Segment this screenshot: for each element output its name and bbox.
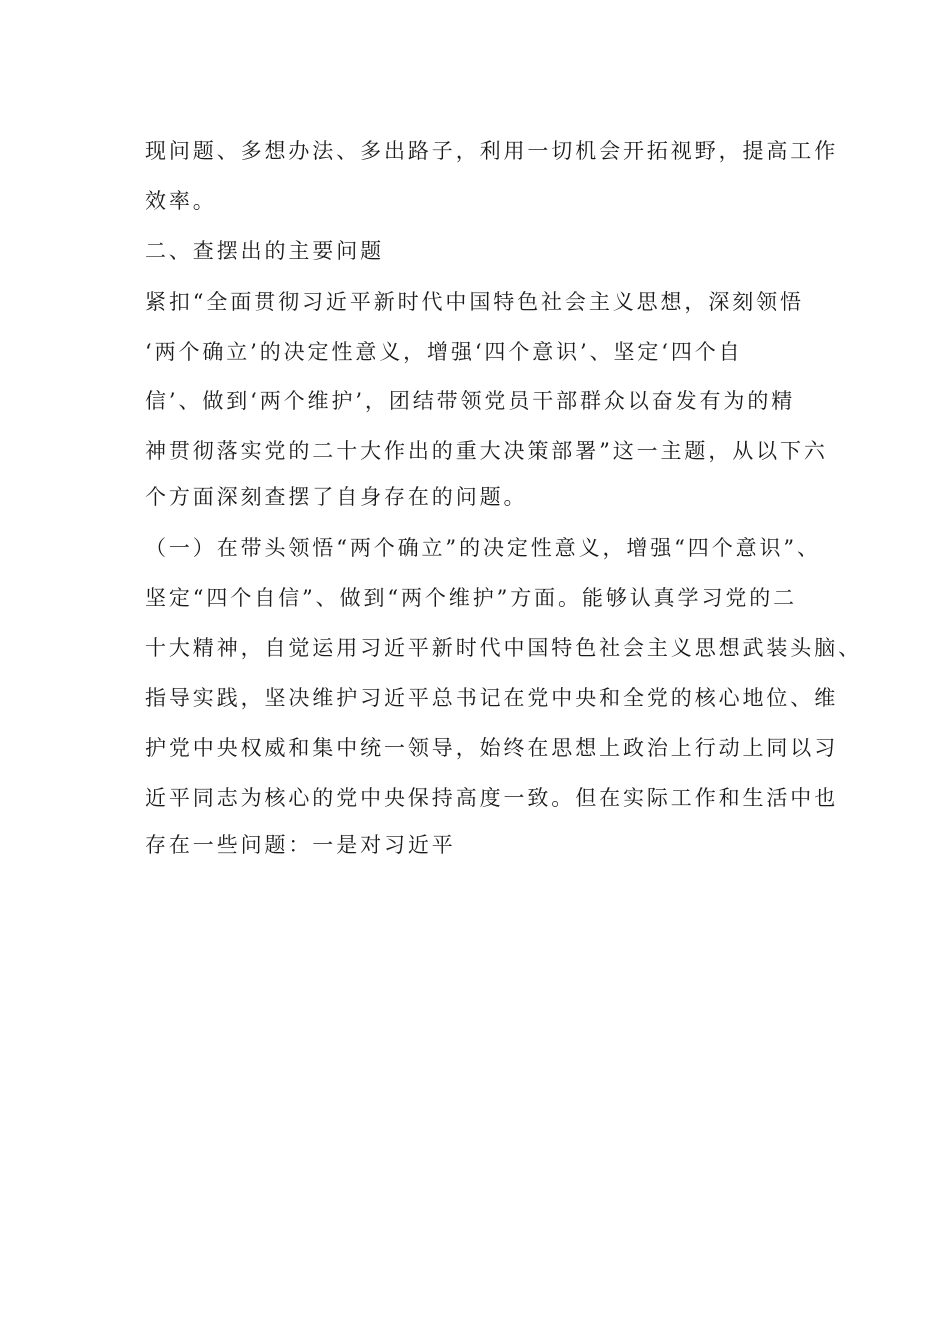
intro-paragraph-line-2: ‘两个确立’的决定性意义，增强‘四个意识’、坚定‘四个自: [145, 340, 743, 364]
item-one-line-3: 十大精神，自觉运用习近平新时代中国特色社会主义思想武装头脑、: [145, 636, 862, 660]
continuation-line-1: 现问题、多想办法、多出路子，利用一切机会开拓视野，提高工作: [145, 139, 839, 163]
item-one-line-6: 近平同志为核心的党中央保持高度一致。但在实际工作和生活中也: [145, 786, 839, 810]
intro-paragraph-line-4: 神贯彻落实党的二十大作出的重大决策部署”这一主题，从以下六: [145, 439, 828, 463]
intro-paragraph-line-5: 个方面深刻查摆了自身存在的问题。: [145, 485, 528, 509]
item-one-line-5: 护党中央权威和集中统一领导，始终在思想上政治上行动上同以习: [145, 736, 839, 760]
intro-paragraph-line-1: 紧扣“全面贯彻习近平新时代中国特色社会主义思想，深刻领悟: [145, 290, 804, 314]
continuation-line-2: 效率。: [145, 189, 217, 213]
item-one-line-2: 坚定“四个自信”、做到“两个维护”方面。能够认真学习党的二: [145, 586, 798, 610]
item-one-line-4: 指导实践，坚决维护习近平总书记在党中央和全党的核心地位、维: [145, 686, 839, 710]
section-heading: 二、查摆出的主要问题: [145, 239, 384, 263]
item-one-line-7: 存在一些问题：一是对习近平: [145, 833, 456, 857]
intro-paragraph-line-3: 信’、做到‘两个维护’，团结带领党员干部群众以奋发有为的精: [145, 389, 796, 413]
item-one-line-1: （一）在带头领悟“两个确立”的决定性意义，增强“四个意识”、: [145, 536, 821, 560]
